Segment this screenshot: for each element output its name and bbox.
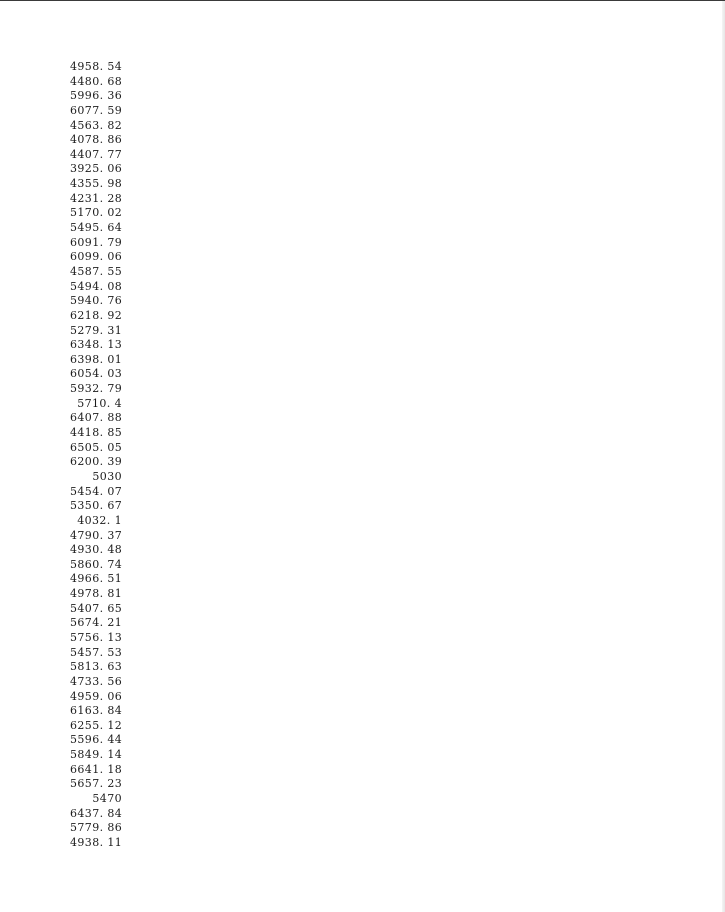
number-cell: 5350. 67 xyxy=(70,499,123,513)
number-cell: 5756. 13 xyxy=(70,630,123,644)
number-cell: 6077. 59 xyxy=(70,103,123,117)
number-cell: 5996. 36 xyxy=(70,89,123,103)
number-cell: 6348. 13 xyxy=(70,338,123,352)
number-cell: 5932. 79 xyxy=(70,382,123,396)
number-cell: 4790. 37 xyxy=(70,528,123,542)
number-cell: 5495. 64 xyxy=(70,221,123,235)
number-cell: 5470 xyxy=(92,792,122,806)
number-cell: 5860. 74 xyxy=(70,557,123,571)
number-cell: 4231. 28 xyxy=(70,191,123,205)
number-cell: 5674. 21 xyxy=(70,616,123,630)
number-cell: 6099. 06 xyxy=(70,250,123,264)
number-column xyxy=(70,60,122,851)
number-cell: 4978. 81 xyxy=(70,587,123,601)
number-cell: 5494. 08 xyxy=(70,279,123,293)
number-cell: 5849. 14 xyxy=(70,748,123,762)
number-cell: 4958. 54 xyxy=(70,60,123,73)
number-cell: 6407. 88 xyxy=(70,411,123,425)
number-cell: 6200. 39 xyxy=(70,455,123,469)
number-cell: 6505. 05 xyxy=(70,440,123,454)
number-cell: 4480. 68 xyxy=(70,74,123,88)
number-cell: 6255. 12 xyxy=(70,718,123,732)
page-top-border xyxy=(0,0,725,1)
number-cell: 5710. 4 xyxy=(77,396,122,410)
number-cell: 5813. 63 xyxy=(70,660,123,674)
number-cell: 4407. 77 xyxy=(70,147,123,161)
number-cell: 5596. 44 xyxy=(70,733,123,747)
number-cell: 4966. 51 xyxy=(70,572,123,586)
number-cell: 5657. 23 xyxy=(70,777,123,791)
number-cell: 3925. 06 xyxy=(70,162,123,176)
number-cell: 5940. 76 xyxy=(70,294,123,308)
number-cell: 5170. 02 xyxy=(70,206,123,220)
number-cell: 5407. 65 xyxy=(70,601,123,615)
number-cell: 4938. 11 xyxy=(70,835,123,849)
number-cell: 6641. 18 xyxy=(70,762,123,776)
number-cell: 4355. 98 xyxy=(70,177,123,191)
number-cell: 6398. 01 xyxy=(70,352,123,366)
number-cell: 4733. 56 xyxy=(70,674,123,688)
number-cell: 6091. 79 xyxy=(70,235,123,249)
number-cell: 4959. 06 xyxy=(70,689,123,703)
number-cell: 4078. 86 xyxy=(70,133,123,147)
number-cell: 5030 xyxy=(92,469,122,483)
number-cell: 6054. 03 xyxy=(70,367,123,381)
number-cell: 5454. 07 xyxy=(70,484,123,498)
number-cell: 6163. 84 xyxy=(70,704,123,718)
number-cell: 6437. 84 xyxy=(70,806,123,820)
number-cell: 5279. 31 xyxy=(70,323,123,337)
number-cell: 5779. 86 xyxy=(70,821,123,835)
number-cell: 4032. 1 xyxy=(77,513,122,527)
number-cell: 4563. 82 xyxy=(70,118,123,132)
number-cell: 4587. 55 xyxy=(70,264,123,278)
number-cell: 6218. 92 xyxy=(70,308,123,322)
number-cell: 5457. 53 xyxy=(70,645,123,659)
number-cell: 4418. 85 xyxy=(70,426,123,440)
number-cell: 4930. 48 xyxy=(70,543,123,557)
